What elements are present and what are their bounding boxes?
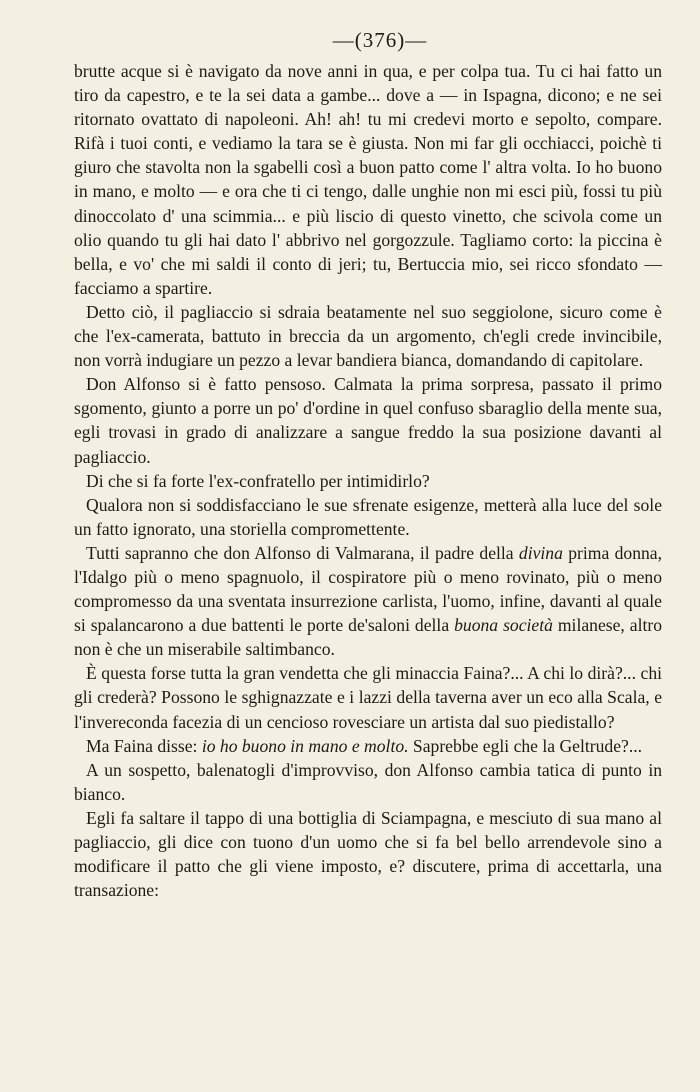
paragraph [74, 541, 662, 661]
text-run: Di che si fa forte l'ex-confratello per intimidirlo? [86, 470, 430, 491]
text-run: Ma Faina disse: [86, 735, 202, 756]
italic-text: buona società [454, 615, 553, 636]
text-run: Detto ciò, il pagliaccio si sdraia beatamente nel suo seggiolone, sicuro come è che l'ex-camerata, battuto in breccia da un argomento, ch'egli crede invincibile, non vorrà indugiare un pezzo a levar bandiera bianca, domandando di capitolare. [74, 301, 662, 371]
paragraph [74, 758, 662, 806]
italic-text: io ho buono in mano e molto. [201, 735, 409, 756]
paragraph [74, 372, 662, 468]
paragraph [74, 806, 662, 902]
text-run: prima donna, l'Idalgo più o meno spagnuolo, il cospiratore più o meno rovinato, più o meno compromesso da una sventata insurrezione carlista, l'uomo, infine, davanti al quale si spalancarono a due battenti le porte de'saloni della [74, 542, 662, 636]
text-run: Don Alfonso si è fatto pensoso. Calmata la prima sorpresa, passato il primo sgomento, giunto a porre un po' d'ordine in quel confuso sbaraglio della mente sua, egli trovasi in grado di analizzare a sangue freddo la sua posizione davanti al pagliaccio. [74, 374, 662, 467]
paragraph [74, 734, 662, 758]
text-run: milanese, altro non è che un miserabile saltimbanco. [74, 615, 663, 660]
paragraph [74, 661, 662, 733]
text-run: È questa forse tutta la gran vendetta che gli minaccia Faina?... A chi lo dirà?... chi gli crederà? Possono le sghignazzate e i lazzi della taverna aver un eco alla Scala, e l'invereconda facezia di un cencioso rovesciare un artista dal suo piedistallo? [74, 663, 662, 732]
text-run: A un sospetto, balenatogli d'improvviso, don Alfonso cambia tatica di punto in bianco. [74, 759, 662, 804]
text-run: Egli fa saltare il tappo di una bottiglia di Sciampagna, e mesciuto di sua mano al pagliaccio, gli dice con tuono d'un uomo che si fa bel bello arrendevole sino a modificare il patto che gli viene imposto, e? discutere, prima di accettarla, una transazione: [74, 807, 662, 901]
text-run: brutte acque si è navigato da nove anni in qua, e per colpa tua. Tu ci hai fatto un tiro da capestro, e te la sei data a gambe... dove a — in Ispagna, dicono; e ne sei ritornato ovattato di napoleoni. Ah! ah! tu mi credevi morto e sepolto, compare. Rifà i tuoi conti, e vediamo la tara se è giusta. Non mi far gli occhiacci, poichè ti giuro che stavolta non la sgabelli così a buon patto come l' altra volta. Io ho buono in mano, e molto — e ora che ti ci tengo, dalle unghie non mi esci più, fossi tu più dinoccolato d' una scimmia... e più liscio di questo vinetto, che scivola come un olio quando tu gli hai dato l' abbrivo nel gorgozzule. Tagliamo corto: la piccina è bella, e vo' che mi saldi il conto di jeri; tu, Bertuccia mio, sei ricco sfondato — facciamo a spartire. [74, 61, 662, 298]
italic-text: divina [518, 542, 563, 563]
paragraph [74, 493, 662, 541]
page-number: —(376)— [332, 28, 428, 52]
paragraph [74, 469, 662, 493]
text-run: Saprebbe egli che la Geltrude?... [408, 735, 643, 756]
text-run: Tutti sapranno che don Alfonso di Valmarana, il padre della [86, 542, 519, 563]
paragraph [74, 59, 662, 300]
text-run: Qualora non si soddisfacciano le sue sfrenate esigenze, metterà alla luce del sole un fatto ignorato, una storiella compromettente. [74, 494, 662, 539]
body-text [74, 59, 662, 902]
paragraph [74, 300, 662, 372]
